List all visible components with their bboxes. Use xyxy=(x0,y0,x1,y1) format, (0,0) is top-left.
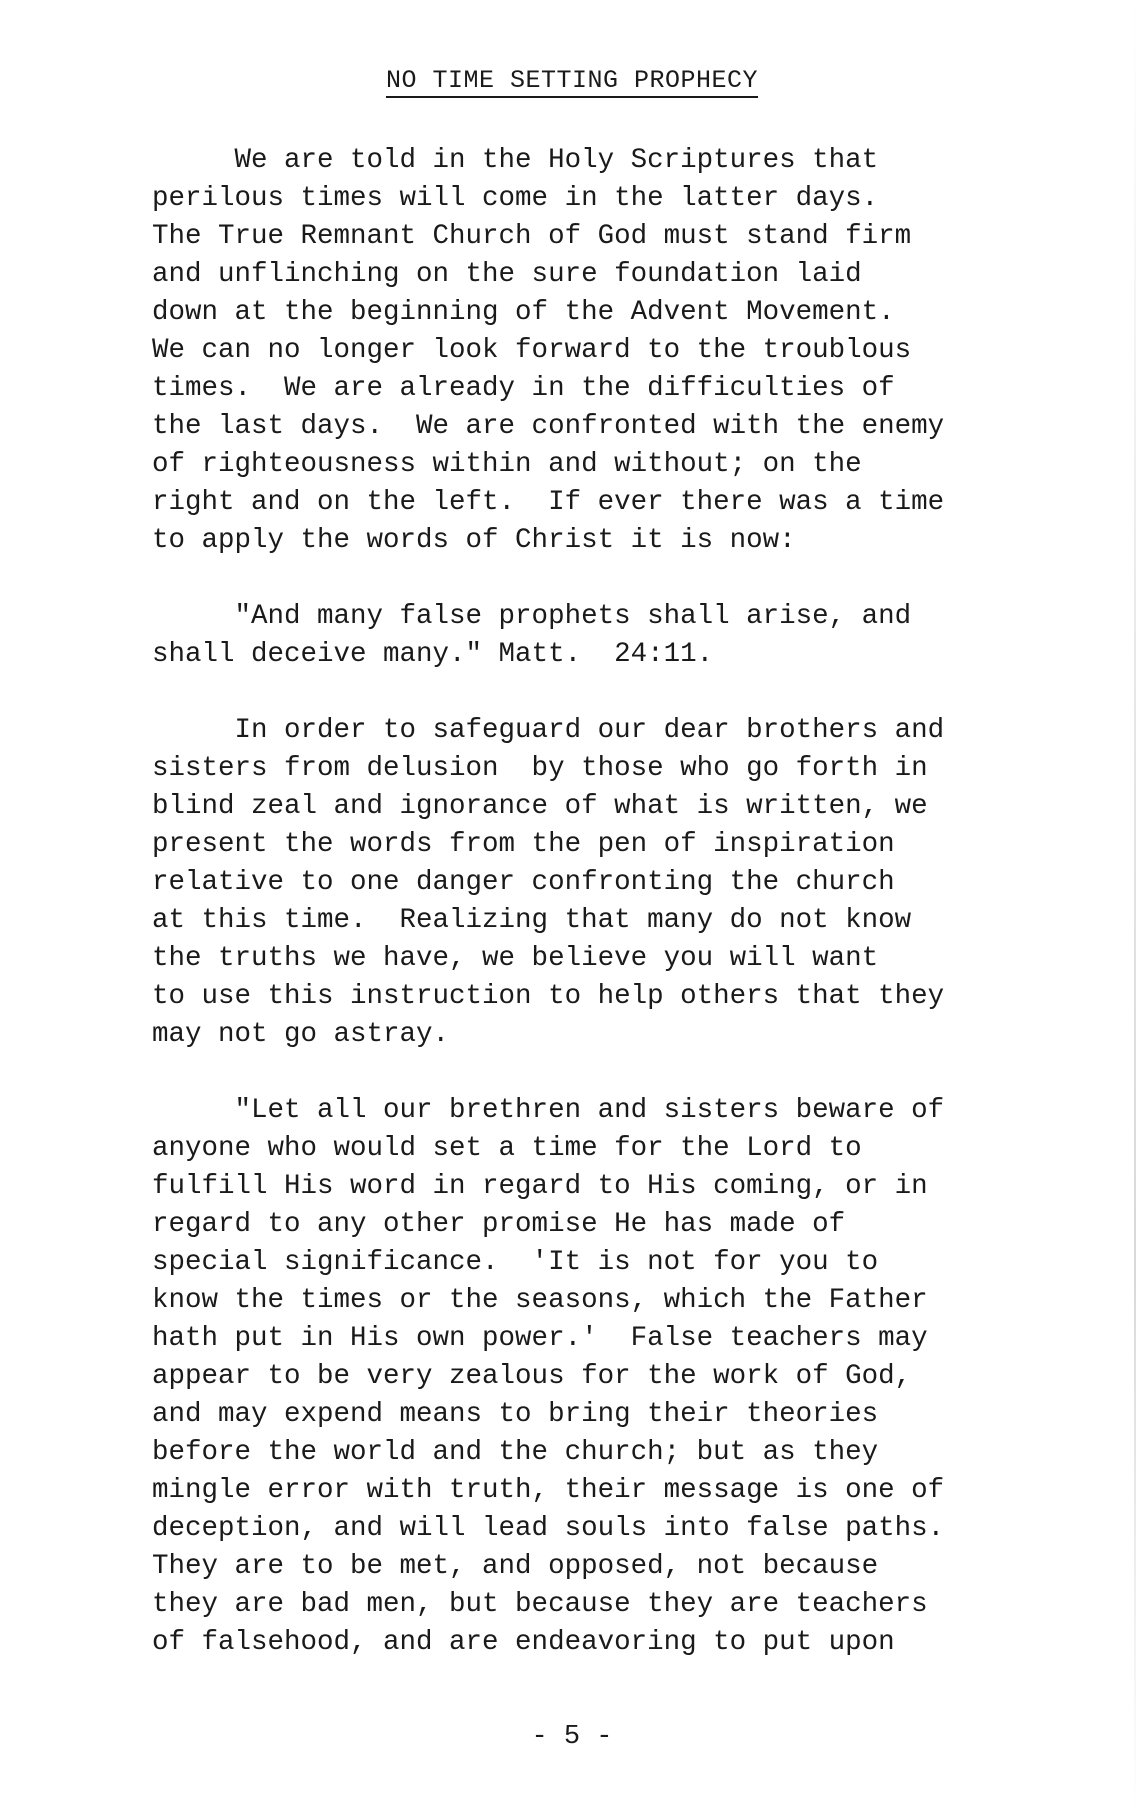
text-line: We are told in the Holy Scriptures that xyxy=(152,145,879,176)
text-line: know the times or the seasons, which the Father xyxy=(152,1285,928,1316)
text-line: down at the beginning of the Advent Movement. xyxy=(152,297,895,328)
page-title xyxy=(0,66,1144,95)
text-line: of righteousness within and without; on the xyxy=(152,449,862,480)
text-line: and unflinching on the sure foundation laid xyxy=(152,259,862,290)
text-line: to apply the words of Christ it is now: xyxy=(152,525,796,556)
text-line: sisters from delusion by those who go forth in xyxy=(152,753,928,784)
paragraph xyxy=(152,142,1082,560)
text-line: times. We are already in the difficulties of xyxy=(152,373,895,404)
text-line: present the words from the pen of inspiration xyxy=(152,829,895,860)
text-line: before the world and the church; but as they xyxy=(152,1437,879,1468)
text-line: may not go astray. xyxy=(152,1019,450,1050)
text-line: the truths we have, we believe you will want xyxy=(152,943,879,974)
text-line: blind zeal and ignorance of what is written, we xyxy=(152,791,928,822)
text-line: "Let all our brethren and sisters beware of xyxy=(152,1095,945,1126)
text-line: regard to any other promise He has made of xyxy=(152,1209,846,1240)
text-line: mingle error with truth, their message is one of xyxy=(152,1475,945,1506)
text-line: anyone who would set a time for the Lord to xyxy=(152,1133,862,1164)
text-line: shall deceive many." Matt. 24:11. xyxy=(152,639,714,670)
body-text xyxy=(152,142,1082,1700)
text-line: relative to one danger confronting the church xyxy=(152,867,895,898)
text-line: of falsehood, and are endeavoring to put upon xyxy=(152,1627,895,1658)
text-line: deception, and will lead souls into false paths. xyxy=(152,1513,945,1544)
text-line: and may expend means to bring their theories xyxy=(152,1399,879,1430)
text-line: In order to safeguard our dear brothers and xyxy=(152,715,945,746)
text-line: at this time. Realizing that many do not know xyxy=(152,905,912,936)
quoted-paragraph xyxy=(152,1092,1082,1662)
text-line: to use this instruction to help others that they xyxy=(152,981,945,1012)
page-title-text: NO TIME SETTING PROPHECY xyxy=(386,66,758,98)
text-line: right and on the left. If ever there was a time xyxy=(152,487,945,518)
text-line: hath put in His own power.' False teachers may xyxy=(152,1323,928,1354)
scripture-quote xyxy=(152,598,1082,674)
text-line: They are to be met, and opposed, not because xyxy=(152,1551,879,1582)
text-line: We can no longer look forward to the troublous xyxy=(152,335,912,366)
page-number: - 5 - xyxy=(531,1722,613,1752)
text-line: the last days. We are confronted with the enemy xyxy=(152,411,945,442)
text-line: "And many false prophets shall arise, and xyxy=(152,601,912,632)
text-line: special significance. 'It is not for you to xyxy=(152,1247,879,1278)
text-line: they are bad men, but because they are teachers xyxy=(152,1589,928,1620)
text-line: appear to be very zealous for the work of God, xyxy=(152,1361,912,1392)
paragraph xyxy=(152,712,1082,1054)
scan-edge-shadow xyxy=(1134,0,1136,1817)
text-line: fulfill His word in regard to His coming, or in xyxy=(152,1171,928,1202)
text-line: perilous times will come in the latter days. xyxy=(152,183,879,214)
text-line: The True Remnant Church of God must stand firm xyxy=(152,221,912,252)
